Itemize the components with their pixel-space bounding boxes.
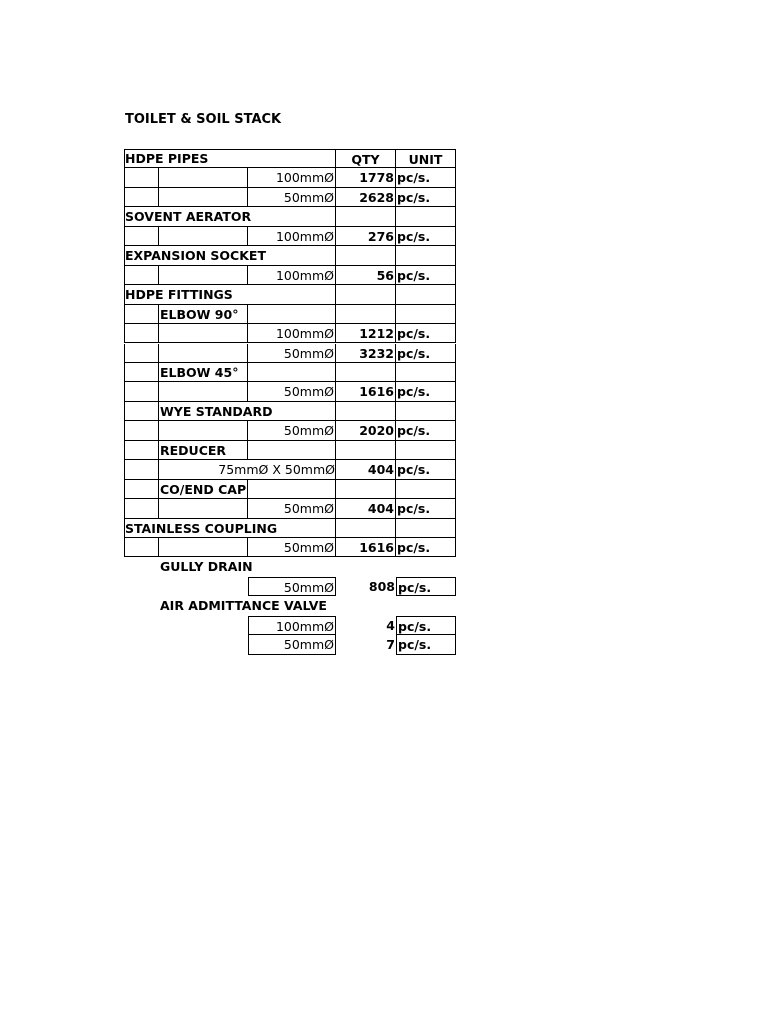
section-stainless-coupling: STAINLESS COUPLING (125, 520, 278, 536)
size-cell: 50mmØ (248, 188, 336, 207)
table-row (0, 188, 768, 207)
size-cell: 50mmØ (248, 421, 336, 440)
qty-cell: 1212 (336, 324, 396, 343)
table-row (0, 616, 768, 635)
subsection-row (0, 480, 768, 499)
subsection-air-admittance-valve: AIR ADMITTANCE VALVE (160, 598, 327, 614)
qty-cell: 1616 (336, 538, 396, 557)
unit-cell: pc/s. (396, 344, 456, 363)
subsection-row (0, 305, 768, 324)
qty-cell: 56 (336, 266, 396, 285)
section-hdpe-pipes: HDPE PIPES (125, 151, 209, 166)
unit-cell: pc/s. (396, 266, 456, 285)
size-cell: 100mmØ (248, 168, 336, 187)
subsection-elbow-90: ELBOW 90° (159, 305, 248, 324)
unit-cell: pc/s. (396, 382, 456, 401)
qty-cell: 3232 (336, 344, 396, 363)
qty-cell: 2020 (336, 421, 396, 440)
unit-cell: pc/s. (396, 499, 456, 518)
unit-cell: pc/s. (396, 460, 456, 479)
qty-header: QTY (336, 149, 396, 168)
size-cell: 50mmØ (248, 538, 336, 557)
table-row (0, 538, 768, 557)
unit-cell: pc/s. (396, 538, 456, 557)
size-cell: 50mmØ (248, 635, 336, 654)
size-cell: 100mmØ (248, 324, 336, 343)
subsection-row (0, 363, 768, 382)
subsection-wye-standard: WYE STANDARD (160, 403, 273, 419)
table-row (0, 460, 768, 479)
qty-cell: 404 (336, 460, 396, 479)
unit-cell: pc/s. (396, 168, 456, 187)
qty-cell: 276 (336, 227, 396, 246)
unit-cell: pc/s. (396, 577, 456, 596)
table-row (0, 344, 768, 363)
section-row (0, 285, 768, 304)
unit-cell: pc/s. (396, 421, 456, 440)
table-row (0, 227, 768, 246)
subsection-co-end-cap: CO/END CAP (159, 480, 248, 499)
table-row (0, 168, 768, 187)
size-cell: 75mmØ X 50mmØ (218, 462, 335, 478)
size-cell: 50mmØ (248, 344, 336, 363)
subsection-reducer: REDUCER (159, 441, 248, 460)
table-row (0, 382, 768, 401)
table-row (0, 421, 768, 440)
unit-header: UNIT (396, 149, 456, 168)
size-cell: 100mmØ (248, 266, 336, 285)
subsection-gully-drain: GULLY DRAIN (160, 559, 253, 575)
size-cell: 50mmØ (248, 577, 336, 596)
section-row (0, 519, 768, 538)
subsection-elbow-45: ELBOW 45° (159, 363, 248, 382)
table-row (0, 635, 768, 654)
size-cell: 100mmØ (248, 227, 336, 246)
qty-cell: 404 (336, 499, 396, 518)
subsection-row (0, 596, 768, 615)
page-title: TOILET & SOIL STACK (125, 112, 282, 127)
subsection-row (0, 402, 768, 421)
size-cell: 100mmØ (248, 616, 336, 635)
qty-cell: 7 (386, 637, 395, 653)
table-row (0, 266, 768, 285)
section-hdpe-fittings: HDPE FITTINGS (125, 287, 233, 303)
table-row (0, 577, 768, 596)
size-cell: 50mmØ (248, 499, 336, 518)
unit-cell: pc/s. (396, 227, 456, 246)
section-expansion-socket: EXPANSION SOCKET (125, 248, 266, 264)
table-row (0, 499, 768, 518)
qty-cell: 2628 (336, 188, 396, 207)
section-sovent-aerator: SOVENT AERATOR (125, 209, 252, 225)
size-cell: 50mmØ (248, 382, 336, 401)
section-row (0, 207, 768, 226)
unit-cell: pc/s. (396, 635, 456, 654)
unit-cell: pc/s. (396, 616, 456, 635)
qty-cell: 1616 (336, 382, 396, 401)
subsection-row (0, 557, 768, 576)
section-row (0, 246, 768, 265)
table-header-row (0, 149, 768, 168)
unit-cell: pc/s. (396, 324, 456, 343)
qty-cell: 4 (386, 617, 395, 633)
qty-cell: 1778 (336, 168, 396, 187)
unit-cell: pc/s. (396, 188, 456, 207)
table-row (0, 324, 768, 343)
subsection-row (0, 441, 768, 460)
qty-cell: 808 (368, 578, 395, 594)
